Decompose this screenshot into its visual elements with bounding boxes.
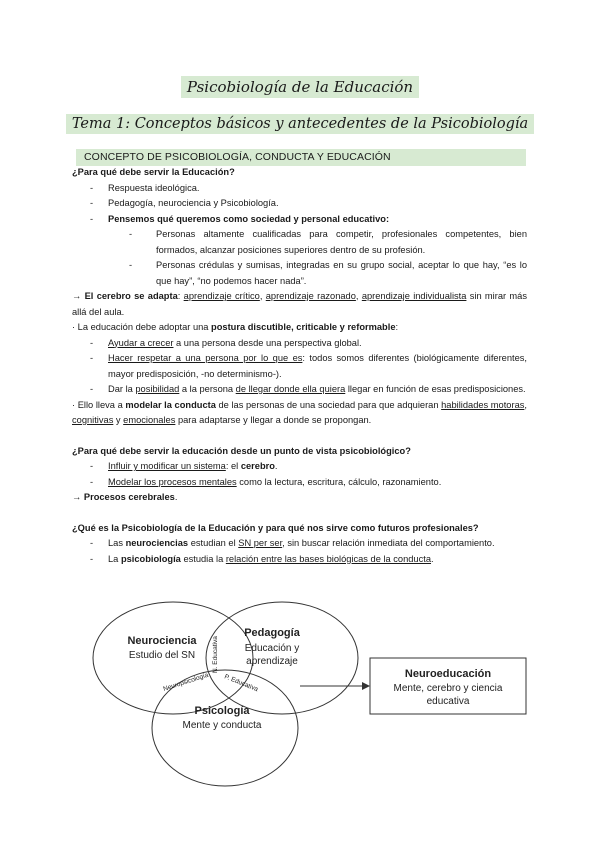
learning-reasoned: aprendizaje razonado <box>265 291 356 301</box>
edu-bullet-3-u1: posibilidad <box>135 384 180 394</box>
edu-bullet-3-c: llegar en función de esas predisposiciones. <box>345 384 526 394</box>
arrow-glyph: → <box>72 291 82 301</box>
neuroscience-title: Neurociencia <box>127 635 197 647</box>
sep: , <box>524 399 527 410</box>
edu-bullet-3-a: Dar la <box>108 384 136 394</box>
skill-emotional: emocionales <box>123 415 176 425</box>
document-body <box>72 165 527 567</box>
dot: . <box>174 492 178 502</box>
q1-bullet-3-text: Pensemos qué queremos como sociedad y personal educativo: <box>108 213 390 224</box>
education-posture: postura discutible, criticable y reformable <box>211 322 396 332</box>
colon: : <box>177 291 181 301</box>
q2-conclusion <box>72 490 527 506</box>
q3-bullet-2 <box>72 552 527 568</box>
q1-subbullet-1: - Personas altamente cualificadas para competir, profesionales competentes, bien formados, alcanzar posiciones superiores dentro de su profesión. <box>72 227 527 258</box>
arrow-head <box>362 682 370 690</box>
dot: . <box>274 461 278 471</box>
brain-adapts-label: El cerebro se adapta <box>84 291 178 301</box>
neuroeducation-sub-1: Mente, cerebro y ciencia <box>393 683 503 694</box>
edu-bullet-2-rest: : todos somos diferentes (biológicamente diferentes, mayor predisposición, -no determinismo-). <box>108 353 527 379</box>
ello-line <box>72 398 527 429</box>
edu-bullet-2-u: Hacer respetar a una persona por lo que es <box>108 353 303 363</box>
education-pre: · La educación debe adoptar una <box>72 322 212 332</box>
pedagogy-sub-2: aprendizaje <box>246 656 298 667</box>
ello-bold: modelar la conducta <box>125 399 216 410</box>
neuroscience-sub: Estudio del SN <box>128 650 196 661</box>
q1-bullet-1: - Respuesta ideológica. <box>72 181 527 197</box>
venn-diagram <box>90 596 530 826</box>
psychology-sub: Mente y conducta <box>182 720 262 731</box>
edu-bullet-1-u: Ayudar a crecer <box>108 337 174 348</box>
brain-tail: sin mirar más allá del aula. <box>72 291 527 317</box>
topic-title-row <box>0 114 600 134</box>
q3-b2-a: La <box>108 553 121 564</box>
q2-bullet-2-rest: como la lectura, escritura, cálculo, razonamiento. <box>236 476 442 487</box>
edu-bullet-2 <box>72 351 527 382</box>
ello-tail: para adaptarse y llegar a donde se propongan. <box>175 415 372 425</box>
venn-svg <box>90 596 530 826</box>
q2-bullet-1 <box>72 459 527 475</box>
q3-bullet-1 <box>72 536 527 552</box>
q3-b1-c: , sin buscar relación inmediata del comportamiento. <box>282 538 495 548</box>
sep: y <box>113 415 124 425</box>
pedagogy-title: Pedagogía <box>244 627 300 639</box>
q1-bullet-2: - Pedagogía, neurociencia y Psicobiología. <box>72 196 527 212</box>
learning-critical: aprendizaje crítico <box>183 291 260 301</box>
neuroeducation-sub-2: educativa <box>426 696 470 707</box>
q2-conclusion-bold: Procesos cerebrales <box>83 492 175 502</box>
edu-bullet-3-u2: de llegar donde ella quiera <box>235 384 346 394</box>
neuroeducation-title: Neuroeducación <box>404 668 492 680</box>
q2-bullet-1-u: Influir y modificar un sistema <box>108 461 226 471</box>
edu-bullet-3-b: a la persona <box>179 384 236 394</box>
dot: . <box>431 553 434 564</box>
skill-motor: habilidades motoras <box>441 399 525 410</box>
q3-b2-bold: psicobiología <box>120 553 181 564</box>
edu-bullet-1 <box>72 336 527 352</box>
edu-bullet-1-rest: a una persona desde una perspectiva global. <box>173 337 362 348</box>
psychology-title: Psicología <box>194 705 250 717</box>
edu-bullet-3 <box>72 382 527 398</box>
overlap-neuroeducativa: N. Educativa <box>212 636 219 673</box>
main-title: Psicobiología de la Educación <box>181 76 419 98</box>
overlap-neuropsicologia: Neuropsicología <box>162 671 210 693</box>
question-2: ¿Para qué debe servir la educación desde un punto de vista psicobiológico? <box>72 445 411 456</box>
q2-bullet-2-u: Modelar los procesos mentales <box>108 476 237 487</box>
q3-b1-b: estudian el <box>188 538 239 548</box>
comma: , <box>355 291 359 301</box>
pedagogy-sub-1: Educación y <box>244 643 300 654</box>
q3-b1-bold: neurociencias <box>125 538 189 548</box>
arrow-glyph: → <box>72 492 82 502</box>
q3-b2-b: estudia la <box>180 553 226 564</box>
q1-subbullet-2: - Personas crédulas y sumisas, integradas en su grupo social, aceptar lo que hay, “es lo que hay”, “no podemos hacer nada”. <box>72 258 527 289</box>
skill-cognitive: cognitivas <box>72 415 114 425</box>
topic-title: Tema 1: Conceptos básicos y antecedentes de la Psicobiología <box>66 114 534 134</box>
q3-b2-u: relación entre las bases biológicas de la conducta <box>225 553 432 564</box>
comma: , <box>259 291 263 301</box>
question-1: ¿Para qué debe servir la Educación? <box>72 167 235 177</box>
learning-individualist: aprendizaje individualista <box>361 291 467 301</box>
section-heading: CONCEPTO DE PSICOBIOLOGÍA, CONDUCTA Y EDUCACIÓN <box>76 149 526 166</box>
ello-pre: · Ello lleva a <box>72 399 126 410</box>
ello-mid: de las personas de una sociedad para que adquieran <box>215 399 442 410</box>
main-title-row <box>0 76 600 98</box>
colon: : <box>395 322 399 332</box>
q3-b1-u: SN per ser <box>238 538 283 548</box>
education-posture-line <box>72 320 527 336</box>
q2-bullet-1-bold: cerebro <box>240 461 275 471</box>
q2-bullet-2 <box>72 475 527 491</box>
question-3: ¿Qué es la Psicobiología de la Educación y para qué nos sirve como futuros profesionales? <box>72 522 479 533</box>
q2-bullet-1-rest: : el <box>225 461 241 471</box>
brain-adapts-line <box>72 289 527 320</box>
q3-b1-a: Las <box>108 538 126 548</box>
q1-bullet-3 <box>72 212 527 228</box>
overlap-p-educativa: P. Educativa <box>223 673 259 694</box>
